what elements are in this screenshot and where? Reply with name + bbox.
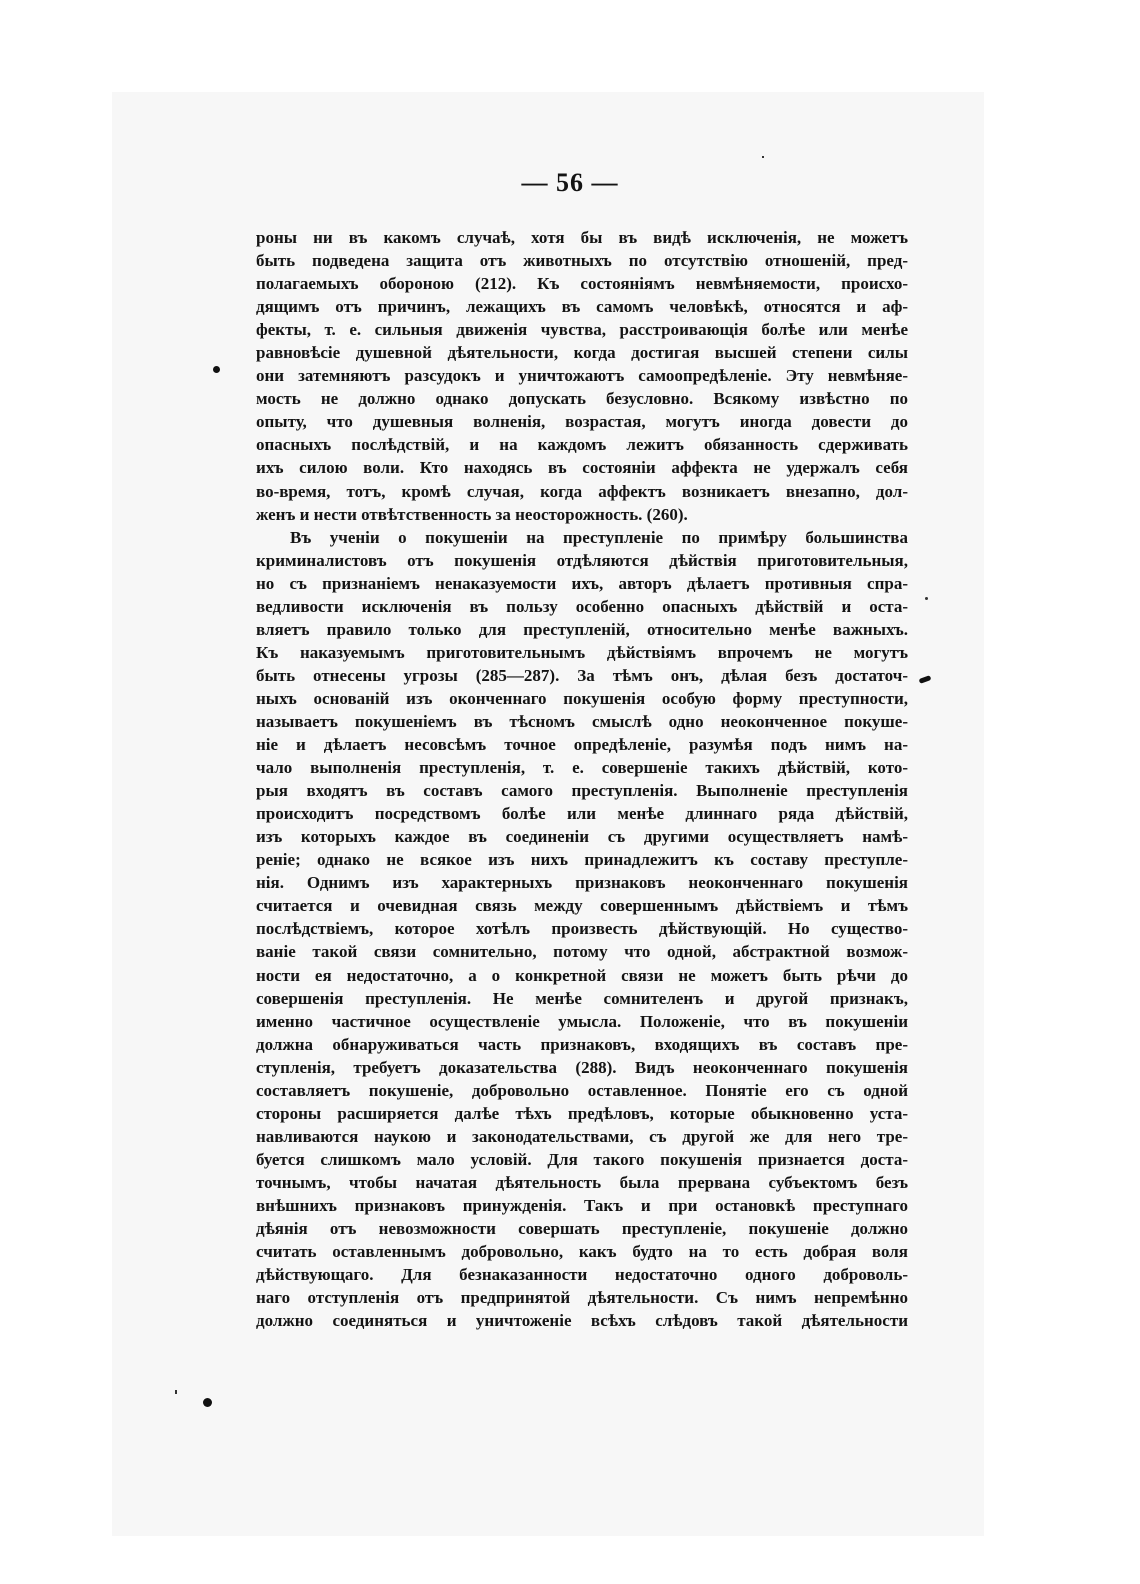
page-number: — 56 — — [521, 168, 619, 197]
text-line: именно частичное осуществленіе умысла. Положеніе, что въ покушеніи — [256, 1011, 908, 1031]
text-line: дѣянія отъ невозможности совершать преступленіе, покушеніе должно — [256, 1219, 908, 1239]
text-line: во-время, тотъ, кромѣ случая, когда аффектъ возникаетъ внезапно, дол- — [256, 481, 908, 501]
ink-speck-top — [762, 156, 764, 158]
text-line: совершенія преступленія. Не менѣе сомнителенъ и другой признакъ, — [256, 988, 908, 1008]
text-line: ваніе такой связи сомнительно, потому что одной, абстрактной возмож- — [256, 942, 908, 962]
text-line: быть подведена защита отъ животныхъ по отсутствію отношеній, пред- — [256, 251, 908, 271]
text-line: они затемняютъ разсудокъ и уничтожаютъ самоопредѣленіе. Эту невмѣняе- — [256, 366, 908, 386]
text-line: считается и очевидная связь между совершеннымъ дѣйствіемъ и тѣмъ — [256, 896, 908, 916]
text-line: дящимъ отъ причинъ, лежащихъ въ самомъ человѣкѣ, относятся и аф- — [256, 297, 908, 317]
text-line: но съ признаніемъ ненаказуемости ихъ, авторъ дѣлаетъ противныя спра- — [256, 573, 908, 593]
text-line: быть отнесены угрозы (285—287). За тѣмъ онъ, дѣлая безъ достаточ- — [256, 665, 908, 685]
ink-speck-bottom — [175, 1390, 177, 1394]
text-line: роны ни въ какомъ случаѣ, хотя бы въ видѣ исключенія, не можетъ — [256, 228, 908, 247]
text-line: фекты, т. е. сильныя движенія чувства, расстроивающія болѣе или менѣе — [256, 320, 908, 340]
text-line: равновѣсіе душевной дѣятельности, когда достигая высшей степени силы — [256, 343, 908, 363]
text-line: ности ея недостаточно, а о конкретной связи не можетъ быть рѣчи до — [256, 965, 908, 985]
text-line: Къ наказуемымъ приготовительнымъ дѣйствіямъ впрочемъ не могутъ — [256, 642, 908, 662]
text-line: криминалистовъ отъ покушенія отдѣляются дѣйствія приготовительныя, — [256, 550, 908, 570]
ink-speck-right — [925, 597, 928, 600]
text-line: точнымъ, чтобы начатая дѣятельность была прервана субъектомъ безъ — [256, 1172, 908, 1192]
ink-dot-bottom — [203, 1398, 212, 1407]
text-line: ихъ силою воли. Кто находясь въ состояніи аффекта не удержалъ себя — [256, 458, 908, 478]
text-line: буется слишкомъ мало условій. Для такого покушенія признается доста- — [256, 1149, 908, 1169]
text-line: реніе; однако не всякое изъ нихъ принадлежитъ къ составу преступле- — [256, 850, 908, 870]
text-line: должна обнаруживаться часть признаковъ, входящихъ въ составъ пре- — [256, 1034, 908, 1054]
text-line: опыту, что душевныя волненія, возрастая, могутъ иногда довести до — [256, 412, 908, 432]
text-line: называетъ покушеніемъ въ тѣсномъ смыслѣ одно неоконченное покуше- — [256, 711, 908, 731]
text-line: стороны расширяется далѣе тѣхъ предѣловъ, которые обыкновенно уста- — [256, 1103, 908, 1123]
text-line: Въ ученіи о покушеніи на преступленіе по примѣру большинства — [290, 527, 908, 547]
text-line: рыя входятъ въ составъ самого преступленія. Выполненіе преступленія — [256, 781, 908, 801]
body-text — [256, 226, 908, 1332]
text-line: внѣшнихъ признаковъ принужденія. Такъ и при остановкѣ преступнаго — [256, 1195, 908, 1215]
text-line: женъ и нести отвѣтственность за неосторожность. (260). — [256, 504, 688, 524]
text-line: составляетъ покушеніе, добровольно оставленное. Понятіе его съ одной — [256, 1080, 908, 1100]
text-line: дѣйствующаго. Для безнаказанности недостаточно одного доброволь- — [256, 1265, 908, 1285]
text-line: мость не должно однако допускать безусловно. Всякому извѣстно по — [256, 389, 908, 409]
text-line: происходитъ посредствомъ болѣе или менѣе длиннаго ряда дѣйствій, — [256, 804, 908, 824]
ink-dot-left — [213, 366, 220, 373]
text-line: считать оставленнымъ добровольно, какъ будто на то есть добрая воля — [256, 1242, 908, 1262]
text-line: ведливости исключенія въ пользу особенно опасныхъ дѣйствій и оста- — [256, 596, 908, 616]
text-line: послѣдствіемъ, которое хотѣлъ произвесть дѣйствующій. Но существо- — [256, 919, 908, 939]
text-line: ныхъ основаній изъ оконченнаго покушенія особую форму преступности, — [256, 688, 908, 708]
text-line: ступленія, требуетъ доказательства (288). Видъ неоконченнаго покушенія — [256, 1057, 908, 1077]
text-line: должно соединяться и уничтоженіе всѣхъ слѣдовъ такой дѣятельности — [256, 1311, 908, 1331]
text-line: нія. Однимъ изъ характерныхъ признаковъ неоконченнаго покушенія — [256, 873, 908, 893]
text-line: вляетъ правило только для преступленій, относительно менѣе важныхъ. — [256, 619, 908, 639]
text-line: наго отступленія отъ предпринятой дѣятельности. Съ нимъ непремѣнно — [256, 1288, 908, 1308]
text-line: чало выполненія преступленія, т. е. совершеніе такихъ дѣйствій, кото- — [256, 758, 908, 778]
text-line: опасныхъ послѣдствій, и на каждомъ лежитъ обязанность сдерживать — [256, 435, 908, 455]
text-line: полагаемыхъ обороною (212). Къ состояніямъ невмѣняемости, происхо- — [256, 274, 908, 294]
text-line: навливаются наукою и законодательствами, съ другой же для него тре- — [256, 1126, 908, 1146]
text-line: ніе и дѣлаетъ несовсѣмъ точное опредѣленіе, разумѣя подъ нимъ на- — [256, 735, 908, 755]
text-line: изъ которыхъ каждое въ соединеніи съ другими осуществляетъ намѣ- — [256, 827, 908, 847]
